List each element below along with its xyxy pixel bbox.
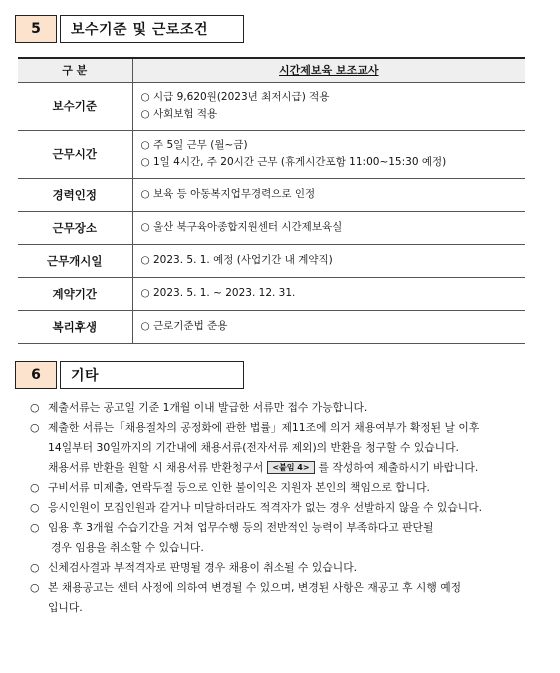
- note-text: 본 채용공고는 센터 사정에 의하여 변경될 수 있으며, 변경된 사항은 재공고 후 시행 예정: [48, 581, 462, 594]
- row-label: 보수기준: [18, 82, 132, 130]
- bullet-icon: ○: [30, 401, 40, 414]
- list-item: [30, 498, 525, 518]
- table-row: [18, 178, 525, 211]
- note-text: 임용 후 3개월 수습기간을 거쳐 업무수행 등의 전반적인 능력이 부족하다고 판단될: [48, 521, 434, 534]
- row-label: 근무개시일: [18, 244, 132, 277]
- value-line: ○ 시급 9,620원(2023년 최저시급) 적용: [140, 91, 330, 103]
- row-label: 계약기간: [18, 277, 132, 310]
- list-item: [30, 418, 525, 438]
- note-text: 경우 임용을 취소할 수 있습니다.: [51, 541, 204, 554]
- row-value: ○ 울산 북구육아종합지원센터 시간제보육실: [132, 211, 525, 244]
- note-text: 제출한 서류는「채용절차의 공정화에 관한 법률」제11조에 의거 채용여부가 확정된 날 이후: [48, 421, 480, 434]
- header-position: 시간제보육 보조교사: [132, 58, 525, 82]
- row-label: 복리후생: [18, 310, 132, 343]
- list-item: [30, 558, 525, 578]
- note-text: 14일부터 30일까지의 기간내에 채용서류(전자서류 제외)의 반환을 청구할 수 있습니다.: [48, 441, 459, 454]
- notes-list: [30, 398, 525, 618]
- section-6-header: [15, 361, 244, 391]
- conditions-table: [18, 57, 525, 344]
- table-row: [18, 277, 525, 310]
- attachment-tag: <붙임 4>: [267, 461, 314, 474]
- section-5-header: [15, 15, 244, 45]
- header-category: 구 분: [18, 58, 132, 82]
- row-label: 근무장소: [18, 211, 132, 244]
- bullet-icon: ○: [30, 521, 40, 534]
- list-item: [30, 478, 525, 498]
- table-row: [18, 310, 525, 343]
- section-title: 기타: [60, 361, 244, 389]
- section-number: 6: [15, 361, 57, 389]
- table-row: [18, 244, 525, 277]
- value-line: ○ 주 5일 근무 (월~금): [140, 139, 248, 151]
- row-value: [132, 130, 525, 178]
- row-label: 경력인정: [18, 178, 132, 211]
- section-number: 5: [15, 15, 57, 43]
- list-item: [30, 518, 525, 538]
- table-row: [18, 82, 525, 130]
- row-value: ○ 2023. 5. 1. 예정 (사업기간 내 계약직): [132, 244, 525, 277]
- note-text: 제출서류는 공고일 기준 1개월 이내 발급한 서류만 접수 가능합니다.: [48, 401, 368, 414]
- note-text: 채용서류 반환을 원할 시 채용서류 반환청구서 <붙임 4> 를 작성하여 제출하시기 바랍니다.: [48, 461, 479, 474]
- row-value: ○ 보육 등 아동복지업무경력으로 인정: [132, 178, 525, 211]
- note-text: 응시인원이 모집인원과 같거나 미달하더라도 적격자가 없는 경우 선발하지 않을 수 있습니다.: [48, 501, 483, 514]
- bullet-icon: ○: [30, 481, 40, 494]
- note-text: 구비서류 미제출, 연락두절 등으로 인한 불이익은 지원자 본인의 책임으로 합니다.: [48, 481, 430, 494]
- bullet-icon: ○: [30, 581, 40, 594]
- table-row: [18, 211, 525, 244]
- row-value: [132, 82, 525, 130]
- note-text: 입니다.: [48, 601, 83, 614]
- row-value: ○ 근로기준법 준용: [132, 310, 525, 343]
- table-header-row: [18, 58, 525, 82]
- list-item: [30, 578, 525, 598]
- note-text: 신체검사결과 부적격자로 판명될 경우 채용이 취소될 수 있습니다.: [48, 561, 358, 574]
- bullet-icon: ○: [30, 421, 40, 434]
- bullet-icon: ○: [30, 501, 40, 514]
- value-line: ○ 1일 4시간, 주 20시간 근무 (휴게시간포함 11:00~15:30 예정): [140, 156, 447, 168]
- section-title: 보수기준 및 근로조건: [60, 15, 244, 43]
- bullet-icon: ○: [30, 561, 40, 574]
- row-label: 근무시간: [18, 130, 132, 178]
- row-value: ○ 2023. 5. 1. ~ 2023. 12. 31.: [132, 277, 525, 310]
- list-item: [30, 398, 525, 418]
- table-row: [18, 130, 525, 178]
- value-line: ○ 사회보험 적용: [140, 108, 218, 120]
